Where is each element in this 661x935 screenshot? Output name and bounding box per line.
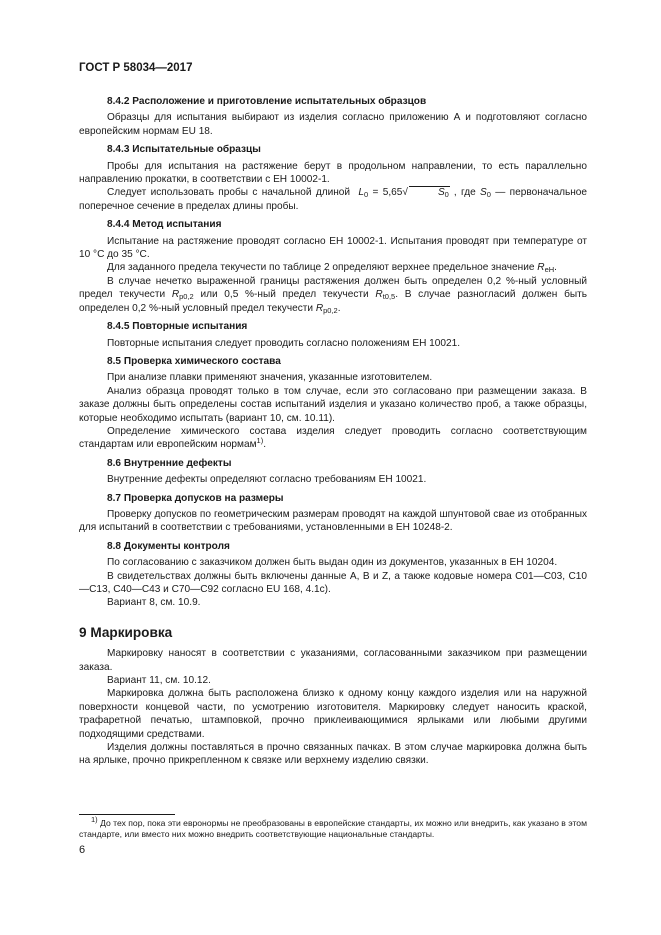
gauge-length-formula: $L_0 = 5,65√$ $S_0$: [358, 187, 449, 200]
paragraph-9-2: Вариант 11, см. 10.12.: [107, 675, 211, 687]
heading-9: 9 Маркировка: [79, 624, 173, 640]
heading-8-4-3: 8.4.3 Испытательные образцы: [107, 144, 261, 156]
heading-8-4-5: 8.4.5 Повторные испытания: [107, 321, 248, 333]
paragraph-8-4-3-2: Следует использовать пробы с начальной длиной $L_0 = 5,65√$ $S_0$ , где $S_0$ — первоначальное поперечное сечение в пределах длины пробы.: [79, 187, 588, 212]
paragraph-8-8-1: По согласованию с заказчиком должен быть выдан один из документов, указанных в ЕН 10204.: [107, 557, 558, 569]
heading-8-4-4: 8.4.4 Метод испытания: [107, 219, 222, 231]
footnote-reference[interactable]: 1): [256, 436, 264, 446]
paragraph-8-7: Проверку допусков по геометрическим размерам проводят на каждой шпунтовой свае из отобранных для испытаний в соответствии с требованиями, установленными в ЕН 10248-2.: [79, 508, 587, 534]
paragraph-8-5-3: Определение химического состава изделия следует проводить согласно соответствующим стандартам или европейским нормам$^{1)}$.: [79, 425, 587, 451]
paragraph-8-6: Внутренние дефекты определяют согласно требованиям ЕН 10021.: [107, 474, 427, 486]
paragraph-8-5-2: Анализ образца проводят только в том случае, если это согласовано при размещении заказа. В заказе должны быть определены состав испытаний изделия и указано количество проб, а также образцы, которые необходимо испытать (вариант 10, см. 10.11).: [79, 385, 587, 424]
heading-8-8: 8.8 Документы контроля: [107, 540, 230, 552]
paragraph-8-8-2: В свидетельствах должны быть включены данные A, B и Z, а также кодовые номера C01—C03, C10—C13, C40—C43 и C70—C92 согласно EU 168, 4.1c).: [79, 570, 587, 595]
heading-8-7: 8.7 Проверка допусков на размеры: [107, 492, 284, 504]
footnote-mark: 1): [91, 815, 98, 824]
paragraph-8-4-4-3: В случае нечетко выраженной границы растяжения должен быть определен 0,2 %-ный условный предел текучести $R_{p0,2}$ или 0,5 %-ный предел текучести $R_{t0,5}$. В случае разногласий должен быть определен 0,2 %-ный условный предел текучести $R_{p0,2}$.: [79, 275, 587, 315]
standard-header: ГОСТ Р 58034—2017: [79, 62, 193, 74]
paragraph-9-3: Маркировка должна быть расположена близко к одному концу каждого изделия или на наружной поверхности концевой части, по усмотрению изготовителя. Маркировку следует наносить краской, трафаретной печатью, штамповкой, прочно приклеивающимися ярлыками или любыми другими подходящими средствами.: [79, 688, 587, 740]
page-body: [79, 90, 587, 768]
footnote: $^{1)}$ До тех пор, пока эти евронормы не преобразованы в европейские стандарты, их можно или внедрить, как указано в этом стандарте, или вместо них можно внедрить соответствующие национальные стандарты.: [79, 815, 587, 840]
paragraph-8-4-3-1: Пробы для испытания на растяжение берут в продольном направлении, то есть параллельно направлению прокатки, в соответствии с ЕН 10002-1.: [79, 160, 587, 186]
paragraph-9-1: Маркировку наносят в соответствии с указаниями, согласованными заказчиком при размещении заказа.: [79, 648, 587, 673]
paragraph-9-4: Изделия должны поставляться в прочно связанных пачках. В этом случае маркировка должна быть на ярлыке, прочно прикрепленном к связке или верхнему изделию связки.: [79, 742, 587, 767]
heading-8-4-2: 8.4.2 Расположение и приготовление испытательных образцов: [107, 96, 427, 107]
paragraph-8-5-1: При анализе плавки применяют значения, указанные изготовителем.: [107, 372, 433, 384]
radicand: $S_0$: [409, 186, 450, 198]
paragraph-8-4-2: Образцы для испытания выбирают из изделия согласно приложению А и подготовляют согласно европейским нормам EU 18.: [79, 112, 587, 137]
paragraph-8-8-3: Вариант 8, см. 10.9.: [107, 597, 201, 609]
paragraph-8-4-4-1: Испытание на растяжение проводят согласно ЕН 10002-1. Испытания проводят при температуре от 10 °С до 35 °С.: [79, 235, 587, 261]
heading-8-6: 8.6 Внутренние дефекты: [107, 457, 232, 469]
paragraph-8-4-5: Повторные испытания следует проводить согласно положениям ЕН 10021.: [107, 337, 461, 349]
heading-8-5: 8.5 Проверка химического состава: [107, 355, 281, 367]
page-number: 6: [79, 844, 86, 856]
square-root-icon: √: [402, 187, 408, 199]
paragraph-8-4-4-2: Для заданного предела текучести по таблице 2 определяют верхнее предельное значение $R_{eH}$.: [107, 262, 557, 275]
